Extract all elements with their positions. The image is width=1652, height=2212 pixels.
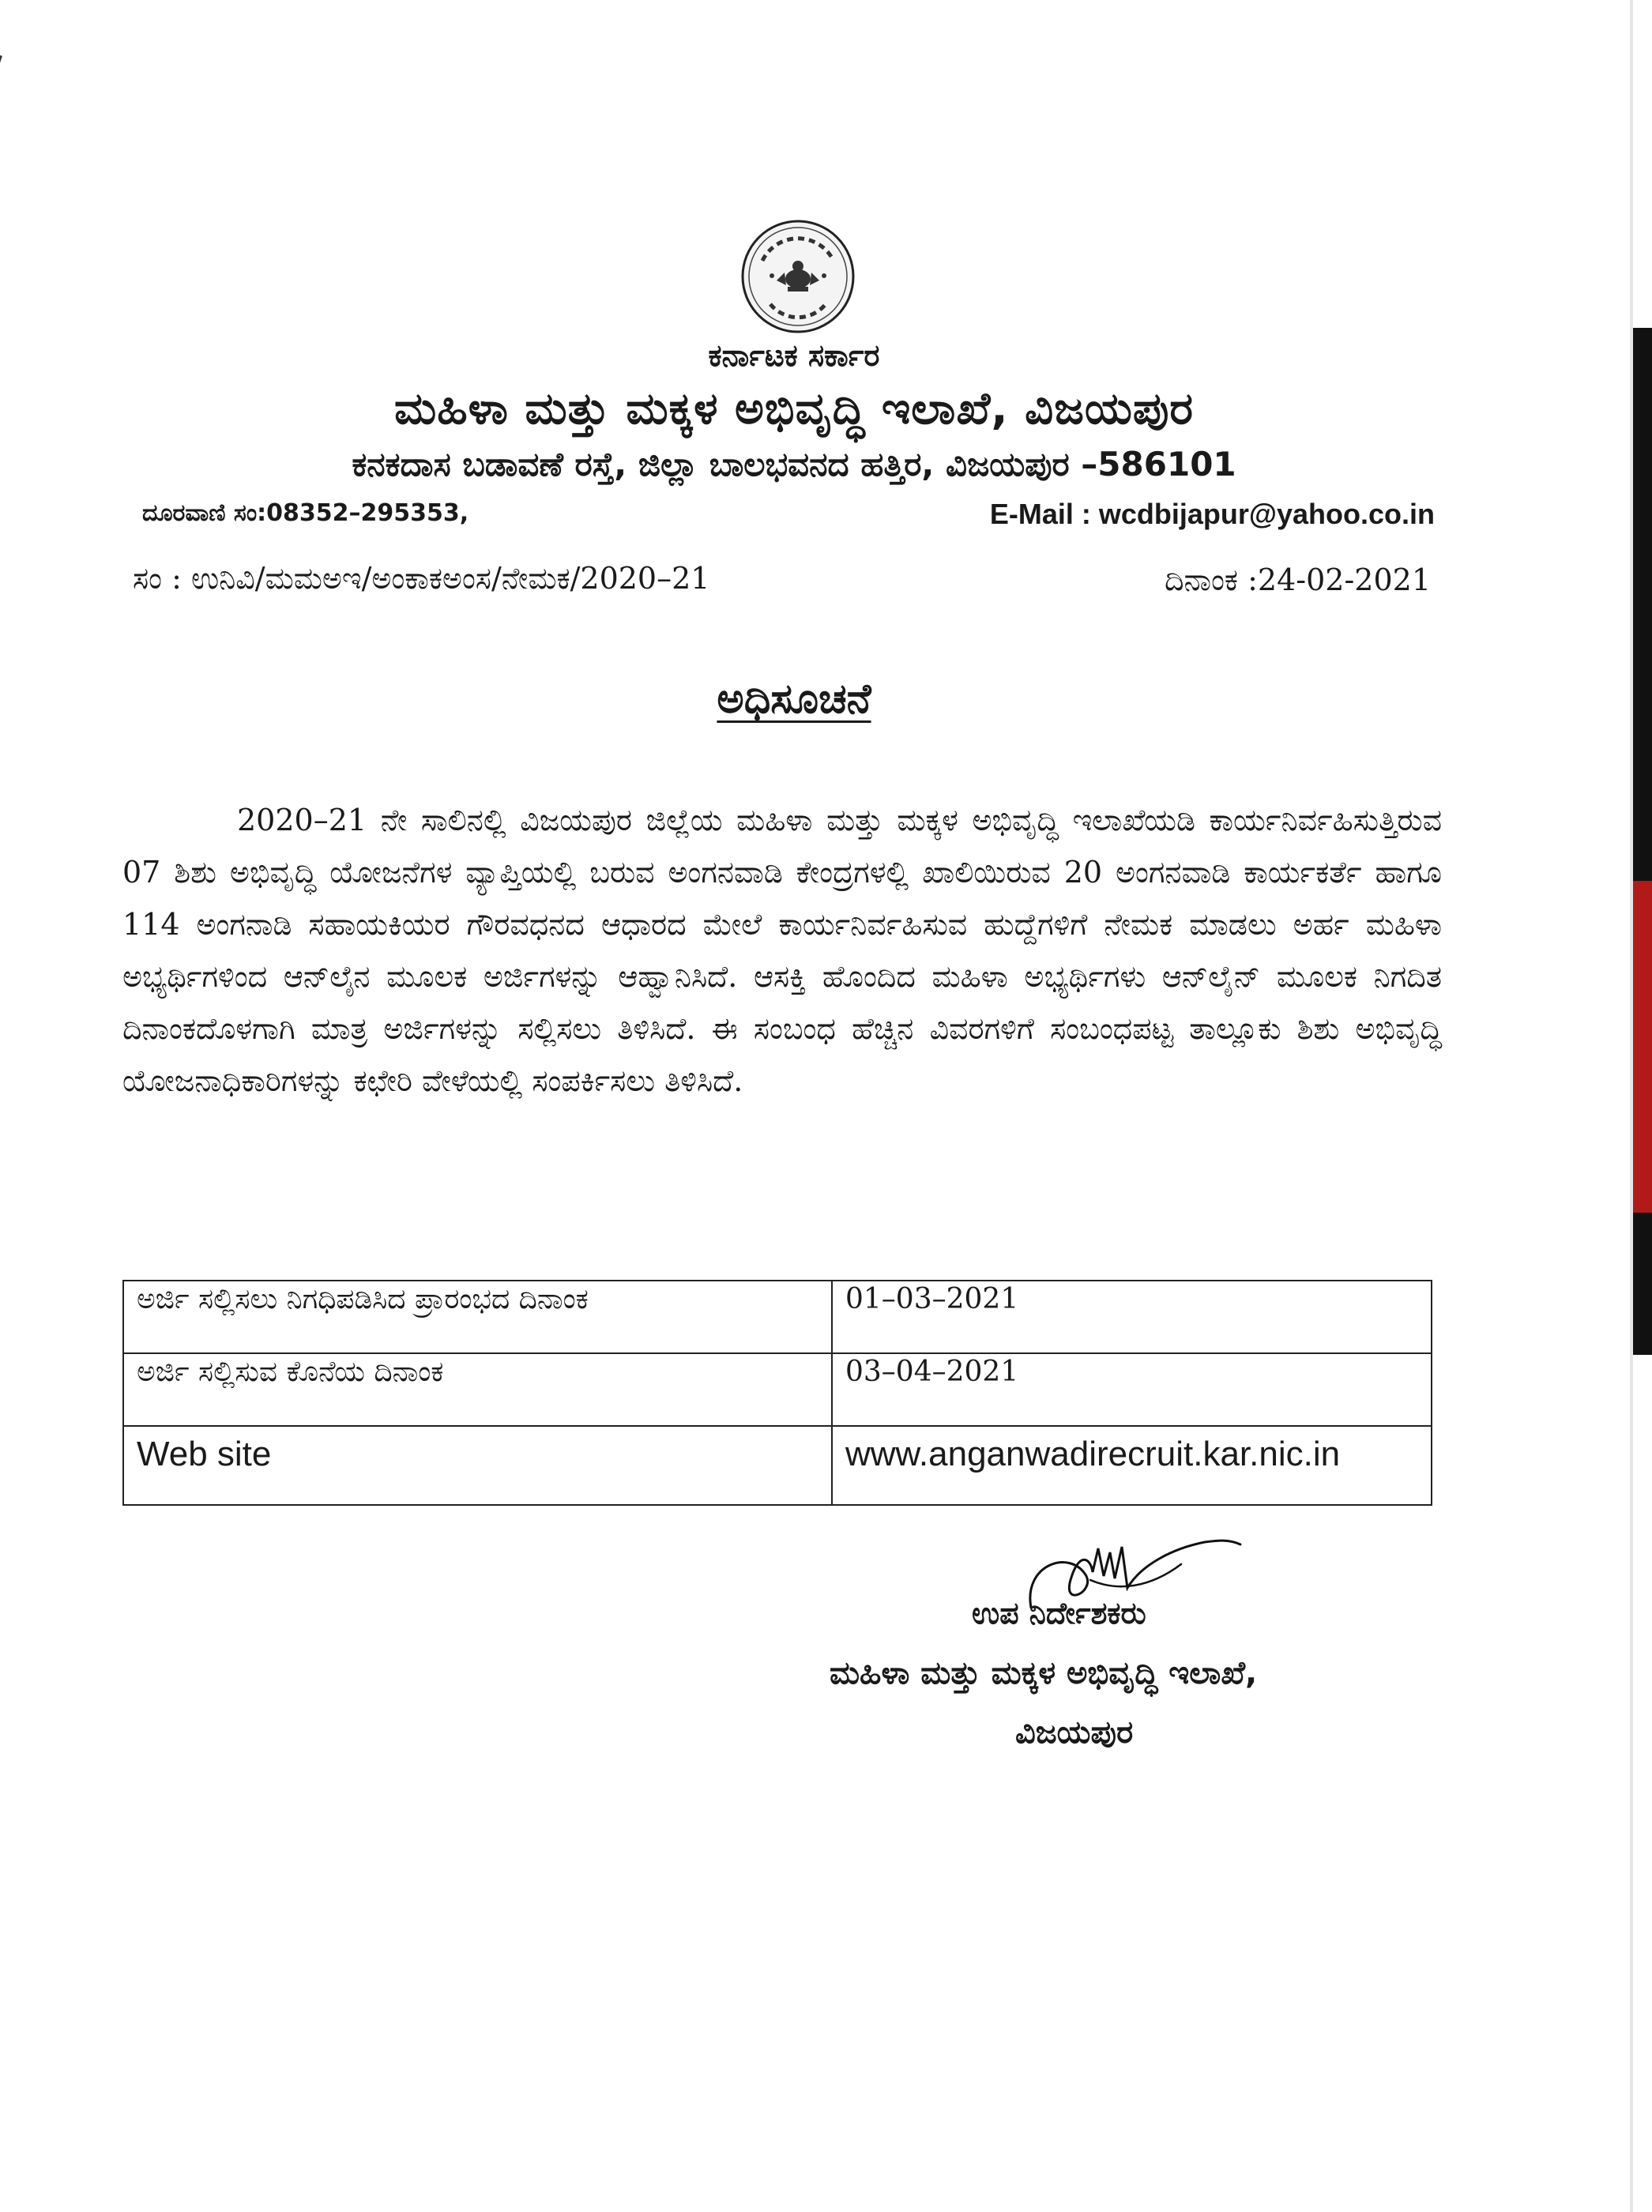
website-link[interactable]: www.anganwadirecruit.kar.nic.in (832, 1426, 1432, 1505)
department-address: ಕನಕದಾಸ ಬಡಾವಣೆ ರಸ್ತೆ, ಜಿಲ್ಲಾ ಬಾಲಭವನದ ಹತ್ತಿರ, ವಿಜಯಪುರ –586101 (352, 445, 1236, 483)
notice-body: 2020–21 ನೇ ಸಾಲಿನಲ್ಲಿ ವಿಜಯಪುರ ಜಿಲ್ಲೆಯ ಮಹಿಳಾ ಮತ್ತು ಮಕ್ಕಳ ಅಭಿವೃದ್ಧಿ ಇಲಾಖೆಯಡಿ ಕಾರ್ಯನಿರ್ವಹಿಸುತ್ತಿರುವ 07 ಶಿಶು ಅಭಿವೃದ್ಧಿ ಯೋಜನೆಗಳ ವ್ಯಾಪ್ತಿಯಲ್ಲಿ ಬರುವ ಅಂಗನವಾಡಿ ಕೇಂದ್ರಗಳಲ್ಲಿ ಖಾಲಿಯಿರುವ 20 ಅಂಗನವಾಡಿ ಕಾರ್ಯಕರ್ತೆ ಹಾಗೂ 114 ಅಂಗನಾಡಿ ಸಹಾಯಕಿಯರ ಗೌರವಧನದ ಆಧಾರದ ಮೇಲೆ ಕಾರ್ಯನಿರ್ವಹಿಸುವ ಹುದ್ದೆಗಳಿಗೆ ನೇಮಕ ಮಾಡಲು ಅರ್ಹ ಮಹಿಳಾ ಅಭ್ಯರ್ಥಿಗಳಿಂದ ಆನ್‌ಲೈನ ಮೂಲಕ ಅರ್ಜಿಗಳನ್ನು ಆಹ್ವಾನಿಸಿದೆ. ಆಸಕ್ತಿ ಹೊಂದಿದ ಮಹಿಳಾ ಅಭ್ಯರ್ಥಿಗಳು ಆನ್‌ಲೈನ್ ಮೂಲಕ ನಿಗದಿತ ದಿನಾಂಕದೊಳಗಾಗಿ ಮಾತ್ರ ಅರ್ಜಿಗಳನ್ನು ಸಲ್ಲಿಸಲು ತಿಳಿಸಿದೆ. ಈ ಸಂಬಂಧ ಹೆಚ್ಚಿನ ವಿವರಗಳಿಗೆ ಸಂಬಂಧಪಟ್ಟ ತಾಲ್ಲೂಕು ಶಿಶು ಅಭಿವೃದ್ಧಿ ಯೋಜನಾಧಿಕಾರಿಗಳನ್ನು ಕಛೇರಿ ವೇಳೆಯಲ್ಲಿ ಸಂಪರ್ಕಿಸಲು ತಿಳಿಸಿದೆ. (122, 803, 1442, 1098)
table-cell-label: Web site (123, 1426, 832, 1505)
table-row (123, 1281, 1432, 1353)
table-cell-label: ಅರ್ಜಿ ಸಲ್ಲಿಸಲು ನಿಗಧಿಪಡಿಸಿದ ಪ್ರಾರಂಭದ ದಿನಾಂಕ (123, 1281, 832, 1353)
signature-icon (1015, 1533, 1252, 1651)
email-address: E-Mail : wcdbijapur@yahoo.co.in (989, 498, 1435, 530)
scan-edge-mark (0, 55, 2, 146)
signatory-department: ಮಹಿಳಾ ಮತ್ತು ಮಕ್ಕಳ ಅಭಿವೃದ್ಧಿ ಇಲಾಖೆ, (830, 1655, 1258, 1691)
government-name: ಕರ್ನಾಟಕ ಸರ್ಕಾರ (708, 338, 880, 373)
department-name: ಮಹಿಳಾ ಮತ್ತು ಮಕ್ಕಳ ಅಭಿವೃದ್ಧಿ ಇಲಾಖೆ, ವಿಜಯಪುರ (393, 383, 1195, 434)
application-dates-table (122, 1280, 1432, 1506)
notice-title-text: ಅಧಿಸೂಚನೆ (717, 675, 871, 723)
phone-number: ದೂರವಾಣಿ ಸಂ:08352–295353, (142, 499, 469, 527)
notice-date: ದಿನಾಂಕ :24-02-2021 (1165, 562, 1431, 597)
table-row (123, 1353, 1432, 1426)
notice-title (0, 675, 1588, 724)
table-cell-value: 03–04–2021 (832, 1353, 1432, 1426)
table-cell-value: 01–03–2021 (832, 1281, 1432, 1353)
signatory-title: ಉಪ ನಿರ್ದೇಶಕರು (972, 1596, 1146, 1631)
scan-edge-bar (1633, 328, 1652, 1355)
karnataka-emblem-icon (739, 217, 857, 336)
reference-number: ಸಂ : ಉನಿವಿ/ಮಮಅಇ/ಅಂಕಾಕಅಂಸ/ನೇಮಕ/2020–21 (133, 561, 710, 596)
table-row (123, 1426, 1432, 1505)
signatory-place: ವಿಜಯಪುರ (1015, 1714, 1134, 1751)
table-cell-label: ಅರ್ಜಿ ಸಲ್ಲಿಸುವ ಕೊನೆಯ ದಿನಾಂಕ (123, 1353, 832, 1426)
